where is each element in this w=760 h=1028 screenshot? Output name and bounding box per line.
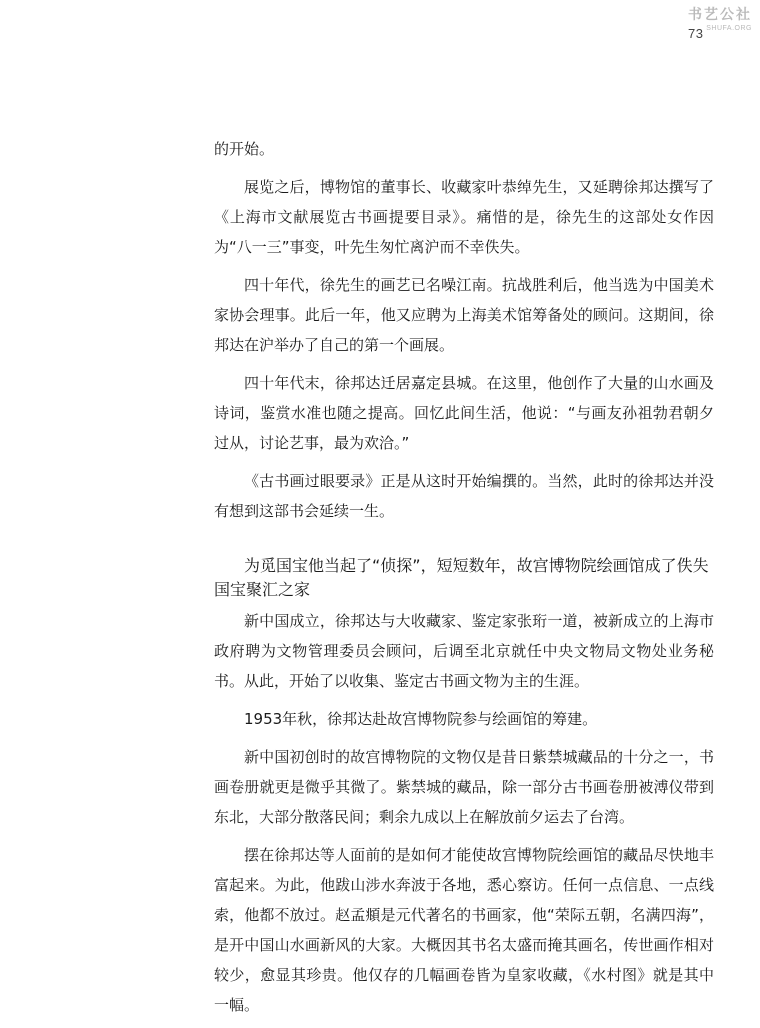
watermark-logo bbox=[672, 6, 752, 33]
paragraph: 新中国成立，徐邦达与大收藏家、鉴定家张珩一道，被新成立的上海市政府聘为文物管理委员会顾问，后调至北京就任中央文物局文物处业务秘书。从此，开始了以收集、鉴定古书画文物为主的生涯。 bbox=[214, 612, 714, 690]
paragraph: 新中国初创时的故宫博物院的文物仅是昔日紫禁城藏品的十分之一，书画卷册就更是微乎其微了。紫禁城的藏品，除一部分古书画卷册被溥仪带到东北，大部分散落民间；剩余九成以上在解放前夕运去了台湾。 bbox=[214, 748, 714, 826]
paragraph: 的开始。 bbox=[214, 140, 275, 158]
watermark-url: SHUFA.ORG bbox=[706, 25, 752, 32]
paragraph: 摆在徐邦达等人面前的是如何才能使故宫博物院绘画馆的藏品尽快地丰富起来。为此，他跋山涉水奔波于各地，悉心察访。任何一点信息、一点线索，他都不放过。赵孟頫是元代著名的书画家，他“荣际五朝，名满四海”，是开中国山水画新风的大家。大概因其书名太盛而掩其画名，传世画作相对较少，愈显其珍贵。他仅存的几幅画卷皆为皇家收藏，《水村图》就是其中一幅。 bbox=[214, 846, 714, 1014]
watermark-name: 书艺公社 bbox=[688, 7, 752, 23]
page-number: 73 bbox=[688, 26, 704, 41]
article-body bbox=[214, 134, 714, 1028]
paragraph: 展览之后，博物馆的董事长、收藏家叶恭绰先生，又延聘徐邦达撰写了《上海市文献展览古书画提要目录》。痛惜的是，徐先生的这部处女作因为“八一三”事变，叶先生匆忙离沪而不幸佚失。 bbox=[214, 178, 714, 256]
paragraph: 《古书画过眼要录》正是从这时开始编撰的。当然，此时的徐邦达并没有想到这部书会延续一生。 bbox=[214, 472, 714, 520]
paragraph: 四十年代末，徐邦达迁居嘉定县城。在这里，他创作了大量的山水画及诗词，鉴赏水准也随之提高。回忆此间生活，他说：“与画友孙祖勃君朝夕过从，讨论艺事，最为欢洽。” bbox=[214, 374, 714, 452]
paragraph: 四十年代，徐先生的画艺已名噪江南。抗战胜利后，他当选为中国美术家协会理事。此后一年，他又应聘为上海美术馆筹备处的顾问。这期间，徐邦达在沪举办了自己的第一个画展。 bbox=[214, 276, 714, 354]
paragraph: 1953年秋，徐邦达赴故宫博物院参与绘画馆的筹建。 bbox=[244, 710, 598, 728]
section-heading: 为觅国宝他当起了“侦探”，短短数年，故宫博物院绘画馆成了佚失国宝聚汇之家 bbox=[214, 556, 709, 599]
